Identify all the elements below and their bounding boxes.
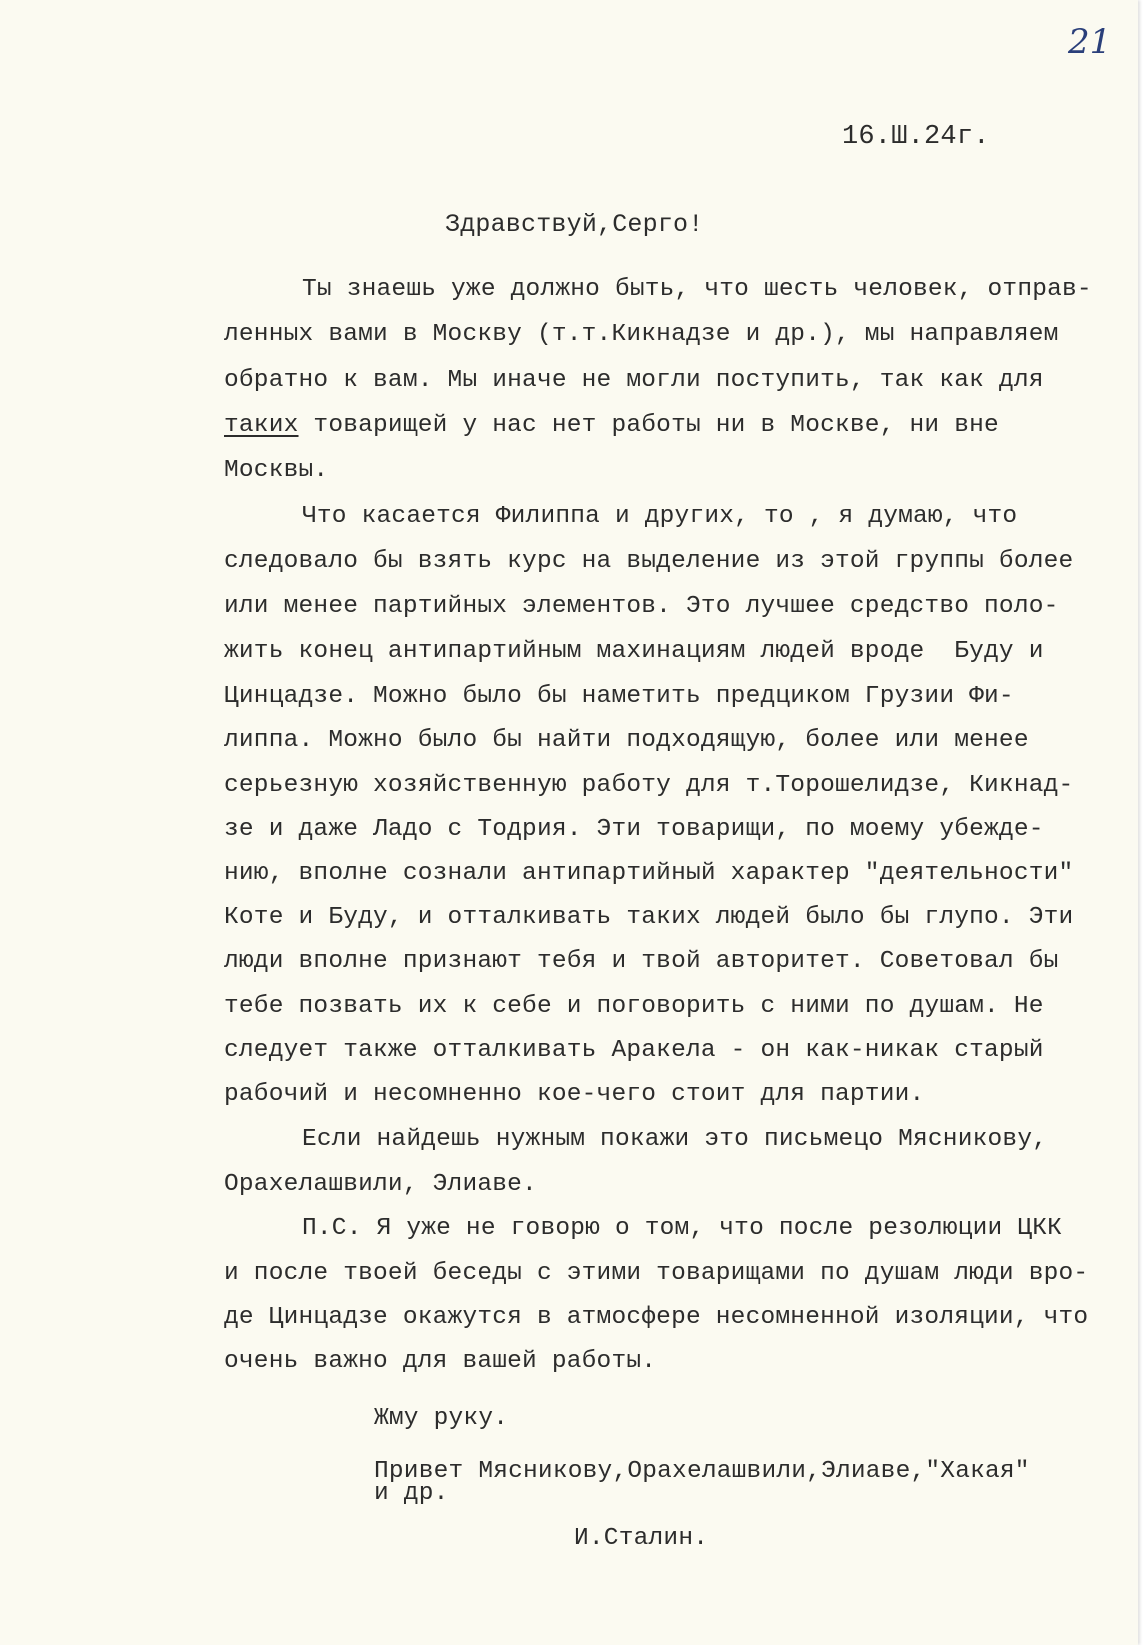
letter-date: 16.Ш.24г.: [842, 122, 990, 152]
body-line: Ты знаешь уже должно быть, что шесть человек, отправ-: [302, 276, 1092, 303]
postscript-line: П.С. Я уже не говорю о том, что после резолюции ЦКК: [302, 1215, 1063, 1242]
body-line: Что касается Филиппа и других, то , я думаю, что: [302, 503, 1018, 530]
underlined-word: таких: [224, 412, 299, 439]
body-line: Москвы.: [224, 457, 329, 484]
body-line: тебе позвать их к себе и поговорить с ними по душам. Не: [224, 993, 1044, 1020]
signature: И.Сталин.: [574, 1525, 709, 1552]
body-line: следует также отталкивать Аракела - он как-никак старый: [224, 1037, 1044, 1064]
body-line: Орахелашвили, Элиаве.: [224, 1171, 537, 1198]
body-line: зе и даже Ладо с Тодрия. Эти товарищи, по моему убежде-: [224, 816, 1044, 843]
body-line: липпа. Можно было бы найти подходящую, более или менее: [224, 727, 1029, 754]
body-line: следовало бы взять курс на выделение из этой группы более: [224, 548, 1074, 575]
body-line: или менее партийных элементов. Это лучшее средство поло-: [224, 593, 1059, 620]
body-line: Если найдешь нужным покажи это письмецо Мясникову,: [302, 1126, 1048, 1153]
archive-page-number: 21: [1068, 22, 1112, 62]
body-line-rest: товарищей у нас нет работы ни в Москве, ни вне: [298, 412, 999, 439]
closing-handshake: Жму руку.: [374, 1405, 509, 1432]
body-line: Коте и Буду, и отталкивать таких людей было бы глупо. Эти: [224, 904, 1074, 931]
body-line: обратно к вам. Мы иначе не могли поступить, так как для: [224, 367, 1044, 394]
postscript-line: и после твоей беседы с этими товарищами по душам люди вро-: [224, 1260, 1089, 1287]
closing-regards: Привет Мясникову,Орахелашвили,Элиаве,"Хакая": [374, 1458, 1030, 1485]
body-line: нию, вполне сознали антипартийный характер "деятельности": [224, 860, 1074, 887]
body-line: жить конец антипартийным махинациям людей вроде Буду и: [224, 638, 1044, 665]
postscript-line: де Цинцадзе окажутся в атмосфере несомненной изоляции, что: [224, 1304, 1089, 1331]
body-line: люди вполне признают тебя и твой авторитет. Советовал бы: [224, 948, 1059, 975]
body-line: серьезную хозяйственную работу для т.Торошелидзе, Кикнад-: [224, 772, 1074, 799]
letter-greeting: Здравствуй,Серго!: [445, 210, 704, 239]
closing-regards: и др.: [374, 1480, 449, 1507]
body-line: [224, 414, 999, 439]
body-line: рабочий и несомненно кое-чего стоит для партии.: [224, 1081, 925, 1108]
postscript-line: очень важно для вашей работы.: [224, 1348, 657, 1375]
body-line: Цинцадзе. Можно было бы наметить предциком Грузии Фи-: [224, 683, 1014, 710]
body-line: ленных вами в Москву (т.т.Кикнадзе и др.), мы направляем: [224, 321, 1059, 348]
